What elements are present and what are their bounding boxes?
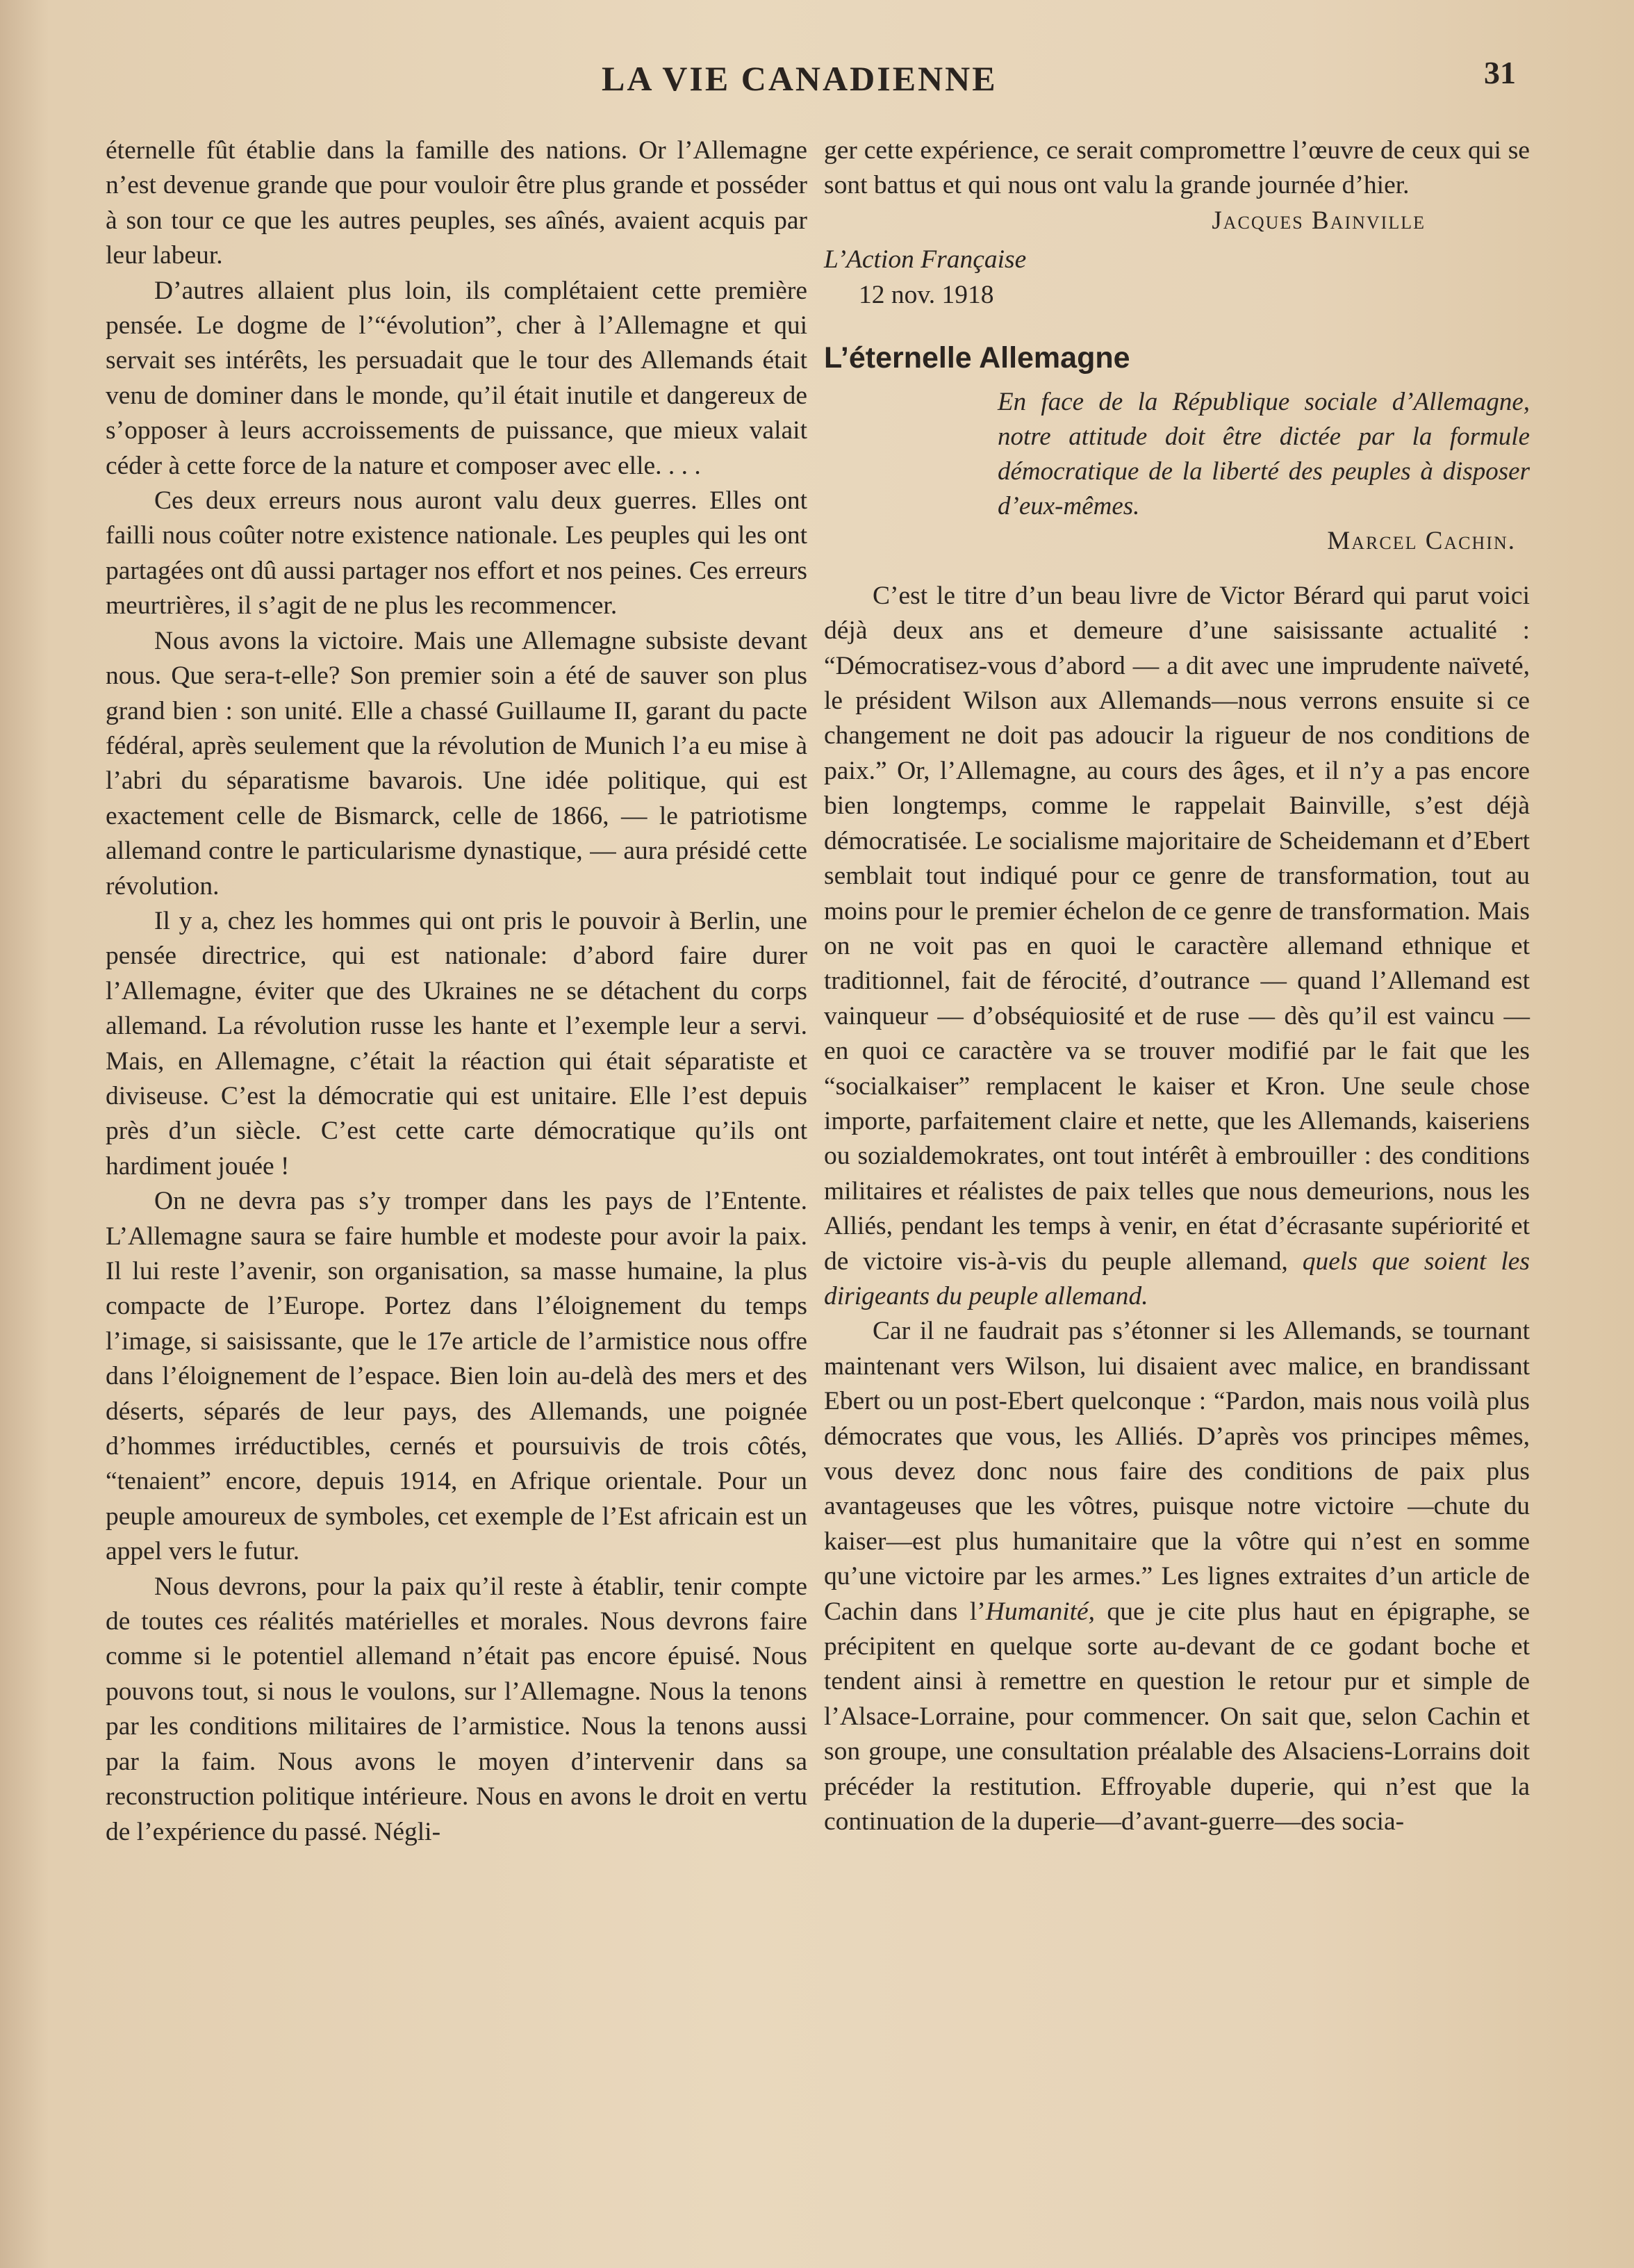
paragraph: D’autres allaient plus loin, ils complétaient cette première pensée. Le dogme de l’“évolution”, cher à l’Allemagne et qui servait ses intérêts, les persuadait que le tour des Allemands était venu de dominer dans le monde, qu’il était inutile et dangereux de s’opposer à leurs accroissements de puissance, que mieux valait céder à cette force de la nature et composer avec elle. . . .: [106, 276, 807, 480]
epigraph-signature: Marcel Cachin.: [1327, 527, 1516, 556]
source-date: 12 nov. 1918: [859, 280, 994, 309]
paragraph: éternelle fût établie dans la famille des nations. Or l’Allemagne n’est devenue grande que pour vouloir être plus grande et posséder à son tour ce que les autres peuples, ses aînés, avaient acquis par leur labeur.: [106, 136, 807, 270]
source-name: L’Action Française: [824, 245, 1027, 274]
author-signature: Jacques Bainville: [1212, 206, 1426, 235]
paragraph: Nous devrons, pour la paix qu’il reste à établir, tenir compte de toutes ces réalités matérielles et morales. Nous devrons faire comme si le potentiel allemand n’était pas encore épuisé. Nous pouvons tout, si nous le voulons, sur l’Allemagne. Nous la tenons par les conditions militaires de l’armistice. Nous la tenons aussi par la faim. Nous avons le moyen d’intervenir dans sa reconstruction politique intérieure. Nous en avons le droit en vertu de l’expérience du passé. Négli-: [106, 1572, 807, 1846]
paragraph-text: C’est le titre d’un beau livre de Victor Bérard qui parut voici déjà deux ans et demeure d’une saisissante actualité : “Démocratisez-vous d’abord — a dit avec une imprudente naïveté, le président Wilson aux Allemands—nous verrons ensuite si ce changement ne doit pas adoucir la rigueur de nos conditions de paix.” Or, l’Allemagne, au cours des âges, et il n’y a pas encore bien longtemps, comme le rappelait Bainville, s’est déjà démocratisée. Le socialisme majoritaire de Scheidemann et d’Ebert semblait tout indiqué pour ce genre de transformation, tout au moins pour le premier échelon de ce genre de transformation. Mais on ne voit pas en quoi le caractère allemand ethnique et traditionnel, fait de férocité, d’outrance — quand l’Allemand est vainqueur — d’obséquiosité et de ruse — dès qu’il est vaincu — en quoi ce caractère va se trouver modifié par le fait que les “socialkaiser” remplacent le kaiser et Kron. Une seule chose importe, parfaitement claire et nette, que les Allemands, kaiseriens ou sozialdemokrates, ont tout intérêt à embrouiller : des conditions militaires et réalistes de paix telles que nous demeurions, nous les Alliés, pendant les temps à venir, en état d’écrasante supériorité et de victoire vis-à-vis du peuple allemand,: [824, 581, 1530, 1276]
running-title: LA VIE CANADIENNE: [602, 59, 998, 98]
paragraph: Il y a, chez les hommes qui ont pris le pouvoir à Berlin, une pensée directrice, qui est nationale: d’abord faire durer l’Allemagne, éviter que des Ukraines ne se détachent du corps allemand. La révolution russe les hante et l’exemple leur a servi. Mais, en Allemagne, c’était la réaction qui était séparatiste et diviseuse. C’est la démocratie qui est unitaire. Elle l’est depuis près d’un siècle. C’est cette carte démocratique qu’ils ont hardiment jouée !: [106, 906, 807, 1181]
page-header: [0, 54, 1634, 103]
paragraph: Nous avons la victoire. Mais une Allemagne subsiste devant nous. Que sera-t-elle? Son premier soin a été de sauver son plus grand bien : son unité. Elle a chassé Guillaume II, garant du pacte fédéral, après seulement que la révolution de Munich l’a eu mise à l’abri du séparatisme bavarois. Une idée politique, qui est exactement celle de Bismarck, celle de 1866, — le patriotisme allemand contre le particularisme dynastique, — aura présidé cette révolution.: [106, 626, 807, 901]
article-title: L’éternelle Allemagne: [824, 341, 1130, 375]
left-column: [106, 133, 807, 1850]
paragraph-text: que je cite plus haut en épigraphe, se précipitent en quelque sorte au-devant de ce godant boche et tendent ainsi à remettre en question le retour pur et simple de l’Alsace-Lorraine, pour commencer. On sait que, selon Cachin et son groupe, une consultation préalable des Alsaciens-Lorrains doit précéder la restitution. Effroyable duperie, qui n’est que la continuation de la duperie—d’avant-guerre—des socia-: [824, 1597, 1530, 1836]
continuation-paragraph: ger cette expérience, ce serait compromettre l’œuvre de ceux qui se sont battus et qui nous ont valu la grande journée d’hier.: [824, 136, 1530, 200]
paragraph: [824, 1314, 1530, 1839]
epigraph: En face de la République sociale d’Allemagne, notre attitude doit être dictée par la formule démocratique de la liberté des peuples à disposer d’eux-mêmes.: [998, 388, 1530, 521]
page-number: 31: [1484, 55, 1516, 90]
paragraph-text: Car il ne faudrait pas s’étonner si les Allemands, se tournant maintenant vers Wilson, lui disaient avec malice, en brandissant Ebert ou un post-Ebert quelconque : “Pardon, mais nous voilà plus démocrates que vous, les Alliés. D’après vos principes mêmes, vous devez donc nous faire des conditions de paix plus avantageuses que les vôtres, puisque notre victoire —chute du kaiser—est plus humanitaire que la vôtre qui n’est en somme qu’une victoire par les armes.” Les lignes extraites d’un article de Cachin dans l’: [824, 1317, 1530, 1626]
right-column: [824, 133, 1530, 1839]
newspaper-name: Humanité,: [985, 1597, 1096, 1626]
paragraph: On ne devra pas s’y tromper dans les pays de l’Entente. L’Allemagne saura se faire humble et modeste pour avoir la paix. Il lui reste l’avenir, son organisation, sa masse humaine, la plus compacte de l’Europe. Portez dans l’éloignement du temps l’image, si saisissante, que le 17e article de l’armistice nous offre dans l’éloignement de l’espace. Bien loin au-delà des mers et des déserts, séparés de leur pays, des Allemands, une poignée d’hommes irréductibles, cernés et poursuivis de trois côtés, “tenaient” encore, depuis 1914, en Afrique orientale. Pour un peuple amoureux de symboles, cet exemple de l’Est africain est un appel vers le futur.: [106, 1187, 807, 1566]
paragraph: Ces deux erreurs nous auront valu deux guerres. Elles ont failli nous coûter notre existence nationale. Les peuples qui les ont partagées ont dû aussi partager nos effort et nos peines. Ces erreurs meurtrières, il s’agit de ne plus les recommencer.: [106, 486, 807, 621]
paragraph: [824, 579, 1530, 1315]
emphasis-text: quels que soient les dirigeants du peuple allemand.: [824, 1247, 1530, 1310]
spacer: [824, 559, 1530, 579]
